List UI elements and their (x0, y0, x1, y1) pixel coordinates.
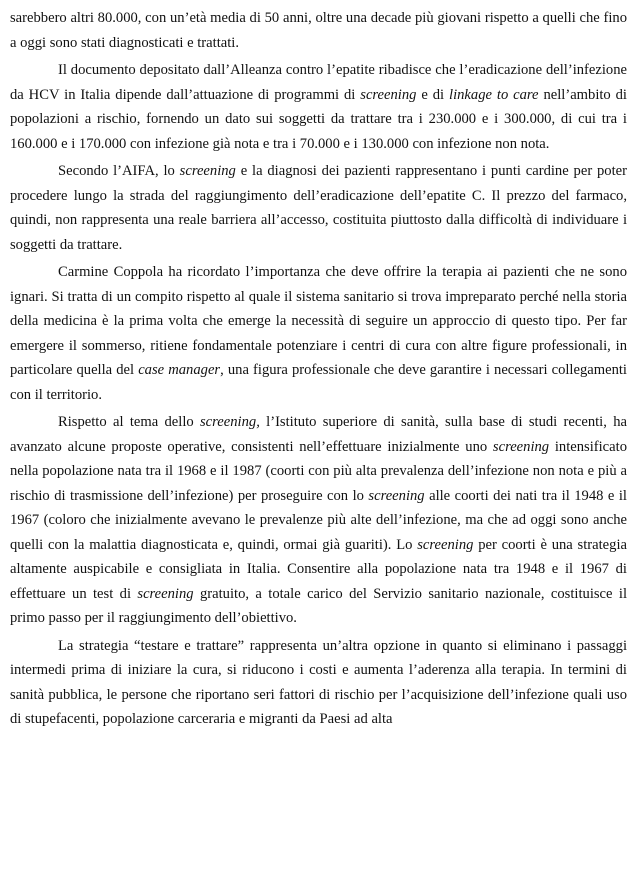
italic-term: screening (179, 163, 236, 179)
italic-term: screening (417, 536, 474, 553)
italic-term: screening, (200, 414, 260, 430)
paragraph (10, 410, 627, 631)
italic-term: screening (360, 86, 417, 103)
text-run: nell’ambito di popolazioni a rischio, fornendo un dato sui soggetti da trattare tra i 230.000 e i 300.000, di cui tra i 160.000 e i 170.000 con infezione già nota e tra i 70.000 e i 130.000 con infezione non nota. (10, 86, 627, 152)
text-run: per coorti è una strategia altamente auspicabile e consigliata in Italia. Consentire alla popolazione nata tra 1948 e il 1967 di effettuare un test di (10, 536, 627, 602)
paragraph (10, 260, 627, 407)
text-run: l’Istituto superiore di sanità, sulla base di studi recenti, ha avanzato alcune proposte operative, consistenti nell’effettuare inizialmente uno (10, 414, 627, 455)
italic-term: linkage to care (449, 86, 539, 103)
text-run: alle coorti dei nati tra il 1948 e il 1967 (coloro che inizialmente avevano le prevalenze più alte dell’infezione, ma che ad oggi sono anche quelli con la malattia diagnosticata e, quindi, ormai già guariti). Lo (10, 487, 627, 553)
document-page (10, 6, 627, 735)
text-run: Il documento depositato dall’Alleanza contro l’epatite ribadisce che l’eradicazione dell’infezione da HCV in Italia dipende dall’attuazione di programmi di (10, 62, 627, 103)
text-run: La strategia “testare e trattare” rappresenta un’altra opzione in quanto si eliminano i passaggi intermedi prima di iniziare la cura, si riducono i costi e aumenta l’aderenza alla terapia. In termini di sanità pubblica, le persone che riportano seri fattori di rischio per l’acquisizione dell’infezione quali uso di stupefacenti, popolazione carceraria e migranti da Paesi ad alta (10, 637, 627, 727)
text-run: gratuito, a totale carico del Servizio sanitario nazionale, costituisce il primo passo per il raggiungimento dell’obiettivo. (10, 585, 628, 626)
text-run: Carmine Coppola ha ricordato l’importanza che deve offrire la terapia ai pazienti che ne sono ignari. Si tratta di un compito rispetto al quale il sistema sanitario si trova impreparato perché nella storia della medicina è la prima volta che emerge la necessità di seguire un approccio di questo tipo. Per far emergere il sommerso, ritiene fondamentale potenziare i centri di cura con altre figure professionali, in particolare quella del (10, 264, 627, 378)
paragraph (10, 159, 627, 257)
italic-term: screening (368, 487, 425, 504)
text-run: sarebbero altri 80.000, con un’età media di 50 anni, oltre una decade più giovani rispetto a quelli che fino a oggi sono stati diagnosticati e trattati. (10, 10, 627, 51)
text-run: e di (416, 86, 450, 103)
paragraph (10, 58, 627, 156)
text-run: , una figura professionale che deve garantire i necessari collegamenti con il territorio. (10, 362, 627, 403)
text-run: e la diagnosi dei pazienti rappresentano i punti cardine per poter procedere lungo la strada del raggiungimento dell’eradicazione dell’epatite C. Il prezzo del farmaco, quindi, non rappresenta una reale barriera all’accesso, costituita piuttosto dalla difficoltà di individuare i soggetti da trattare. (10, 163, 627, 253)
text-run: Rispetto al tema dello (58, 414, 200, 430)
italic-term: screening (492, 438, 550, 455)
paragraph (10, 634, 627, 732)
text-run: Secondo l’AIFA, lo (58, 163, 180, 179)
paragraph (10, 6, 627, 55)
italic-term: case manager (138, 362, 221, 378)
italic-term: screening (137, 585, 194, 602)
text-run: intensificato nella popolazione nata tra il 1968 e il 1987 (coorti con più alta prevalenza dell’infezione non nota e più a rischio di trasmissione dell’infezione) per proseguire con lo (10, 438, 627, 504)
